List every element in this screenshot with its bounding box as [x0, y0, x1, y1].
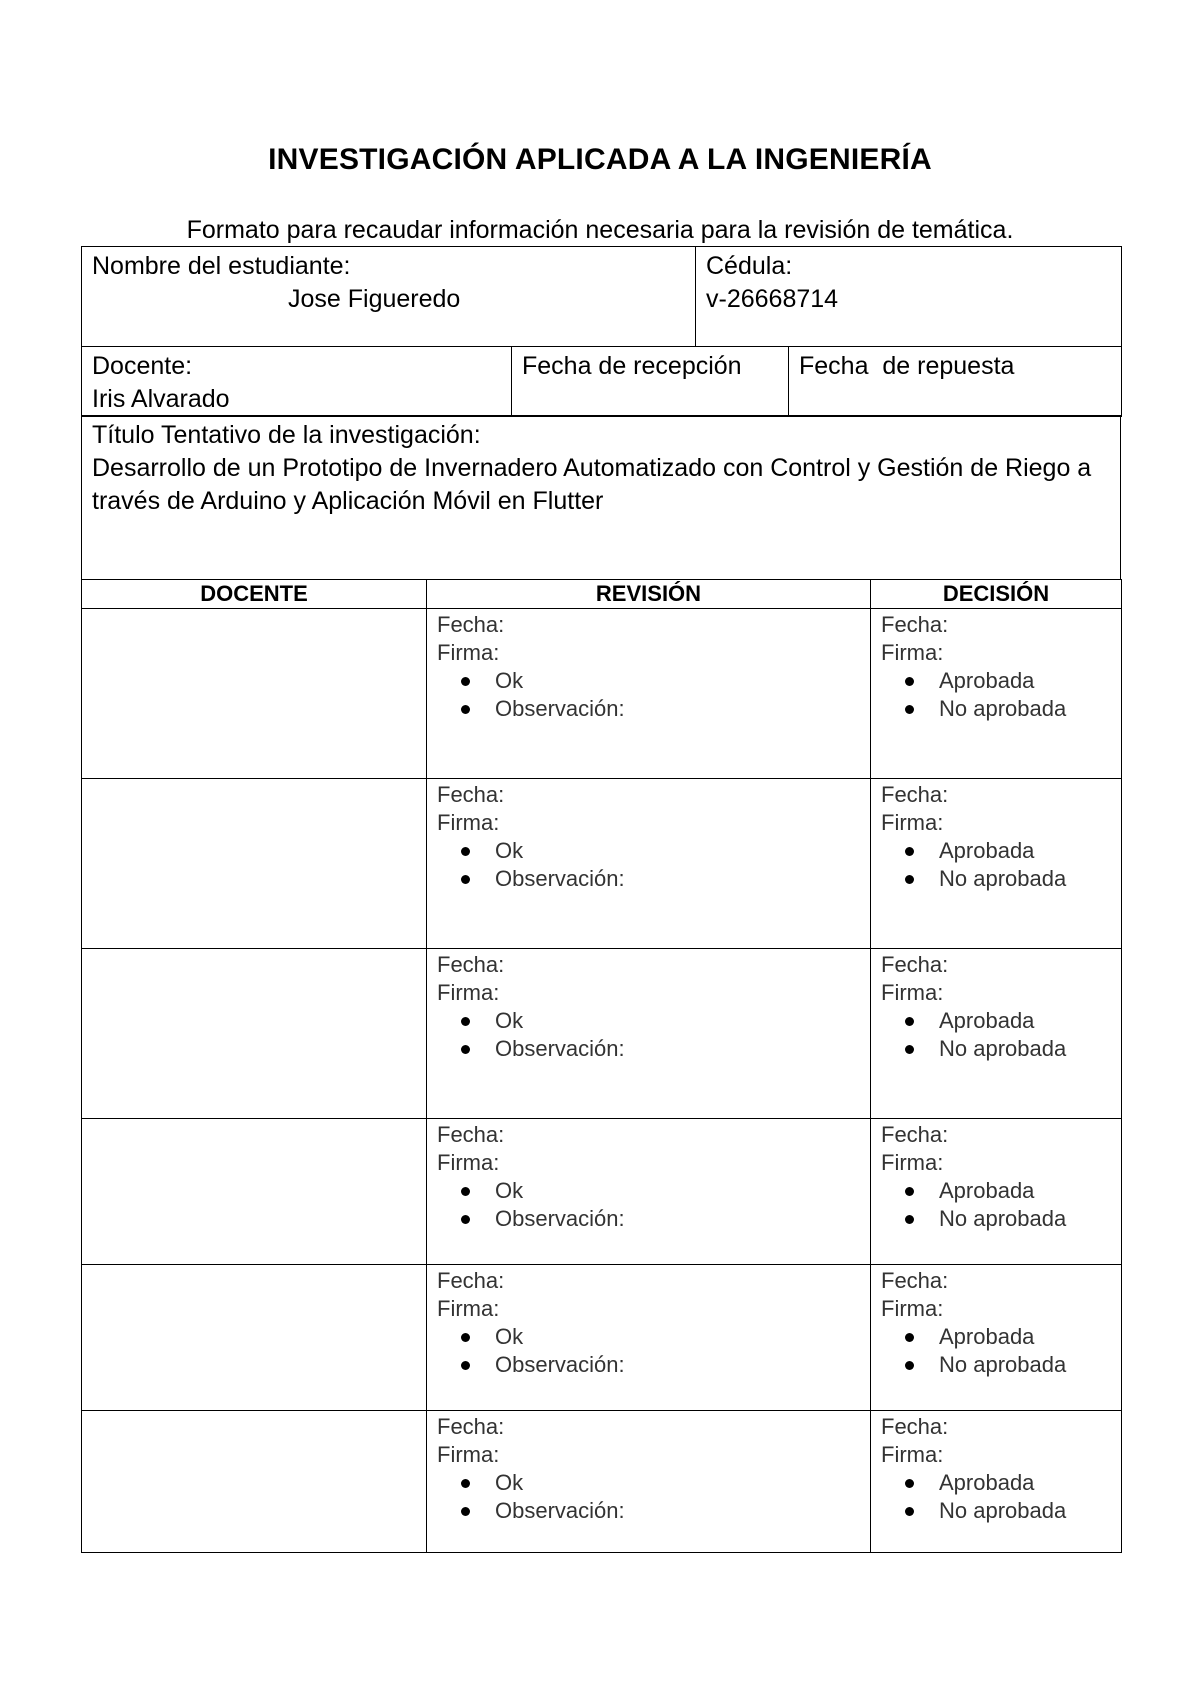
review-signature-label: Firma:	[437, 1149, 500, 1175]
review-table	[81, 579, 1122, 1553]
decision-option-approved: Aprobada	[939, 667, 1111, 695]
received-date-label: Fecha de recepción	[522, 351, 742, 380]
decision-cell	[871, 1118, 1122, 1264]
review-row	[82, 948, 1122, 1118]
review-options	[437, 1323, 860, 1379]
student-id-cell	[696, 247, 1122, 347]
decision-options	[881, 667, 1111, 723]
research-title-cell	[82, 416, 1121, 580]
decision-date-label: Fecha:	[881, 781, 949, 807]
column-header-docente: DOCENTE	[82, 579, 427, 608]
decision-option-approved: Aprobada	[939, 1469, 1111, 1497]
decision-date-label: Fecha:	[881, 1121, 949, 1147]
decision-date-label: Fecha:	[881, 951, 949, 977]
decision-option-not-approved: No aprobada	[939, 695, 1111, 723]
student-id-label: Cédula:	[706, 252, 793, 280]
review-cell	[427, 1118, 871, 1264]
decision-option-not-approved: No aprobada	[939, 865, 1111, 893]
research-title-value: Desarrollo de un Prototipo de Invernadero Automatizado con Control y Gestión de Riego a través de Arduino y Aplicación Móvil en Flutter	[92, 454, 1092, 515]
review-option-ok: Ok	[495, 837, 860, 865]
research-table	[81, 415, 1121, 580]
docente-signature-cell[interactable]	[82, 1264, 427, 1410]
review-cell	[427, 778, 871, 948]
decision-signature-label: Firma:	[881, 639, 944, 665]
docente-signature-cell[interactable]	[82, 1118, 427, 1264]
review-option-ok: Ok	[495, 1323, 860, 1351]
decision-option-not-approved: No aprobada	[939, 1351, 1111, 1379]
review-option-ok: Ok	[495, 1469, 860, 1497]
decision-date-label: Fecha:	[881, 1267, 949, 1293]
review-date-label: Fecha:	[437, 1267, 505, 1293]
document-title: INVESTIGACIÓN APLICADA A LA INGENIERÍA	[268, 143, 932, 176]
decision-cell	[871, 1410, 1122, 1552]
review-date-label: Fecha:	[437, 951, 505, 977]
decision-cell	[871, 608, 1122, 778]
review-options	[437, 667, 860, 723]
review-option-ok: Ok	[495, 667, 860, 695]
review-option-observation: Observación:	[495, 1497, 860, 1525]
review-options	[437, 1469, 860, 1525]
review-cell	[427, 1264, 871, 1410]
docente-signature-cell[interactable]	[82, 778, 427, 948]
decision-option-approved: Aprobada	[939, 1007, 1111, 1035]
review-cell	[427, 948, 871, 1118]
review-row	[82, 1410, 1122, 1552]
decision-option-not-approved: No aprobada	[939, 1497, 1111, 1525]
review-row	[82, 1264, 1122, 1410]
decision-date-label: Fecha:	[881, 611, 949, 637]
docente-label: Docente:	[92, 351, 193, 380]
review-option-ok: Ok	[495, 1177, 860, 1205]
decision-options	[881, 1323, 1111, 1379]
column-header-revision: REVISIÓN	[427, 579, 871, 608]
review-option-observation: Observación:	[495, 1205, 860, 1233]
student-name-value: Jose Figueredo	[288, 285, 461, 313]
review-options	[437, 1177, 860, 1233]
student-name-label: Nombre del estudiante:	[92, 252, 351, 280]
docente-signature-cell[interactable]	[82, 1410, 427, 1552]
response-date-cell	[789, 346, 1122, 416]
review-option-observation: Observación:	[495, 1035, 860, 1063]
review-date-label: Fecha:	[437, 1121, 505, 1147]
decision-options	[881, 1469, 1111, 1525]
review-row	[82, 608, 1122, 778]
docente-value: Iris Alvarado	[92, 384, 230, 413]
review-option-observation: Observación:	[495, 695, 860, 723]
document-subtitle: Formato para recaudar información necesaria para la revisión de temática.	[186, 216, 1014, 244]
decision-option-not-approved: No aprobada	[939, 1035, 1111, 1063]
review-row	[82, 778, 1122, 948]
docente-signature-cell[interactable]	[82, 948, 427, 1118]
review-cell	[427, 1410, 871, 1552]
review-signature-label: Firma:	[437, 639, 500, 665]
decision-signature-label: Firma:	[881, 979, 944, 1005]
decision-cell	[871, 778, 1122, 948]
decision-signature-label: Firma:	[881, 809, 944, 835]
review-signature-label: Firma:	[437, 1441, 500, 1467]
decision-option-approved: Aprobada	[939, 1323, 1111, 1351]
student-name-cell	[82, 247, 696, 347]
decision-cell	[871, 948, 1122, 1118]
review-option-observation: Observación:	[495, 1351, 860, 1379]
decision-options	[881, 1007, 1111, 1063]
research-title-label: Título Tentativo de la investigación:	[92, 421, 481, 449]
column-header-decision: DECISIÓN	[871, 579, 1122, 608]
docente-cell	[82, 346, 512, 416]
teacher-table	[81, 346, 1122, 417]
review-signature-label: Firma:	[437, 1295, 500, 1321]
decision-signature-label: Firma:	[881, 1295, 944, 1321]
review-row	[82, 1118, 1122, 1264]
received-date-cell	[512, 346, 789, 416]
docente-signature-cell[interactable]	[82, 608, 427, 778]
response-date-label: Fecha de repuesta	[799, 351, 1015, 380]
decision-options	[881, 837, 1111, 893]
decision-option-approved: Aprobada	[939, 1177, 1111, 1205]
decision-cell	[871, 1264, 1122, 1410]
decision-signature-label: Firma:	[881, 1441, 944, 1467]
decision-signature-label: Firma:	[881, 1149, 944, 1175]
student-table	[81, 246, 1122, 347]
review-cell	[427, 608, 871, 778]
review-date-label: Fecha:	[437, 611, 505, 637]
review-signature-label: Firma:	[437, 979, 500, 1005]
review-options	[437, 837, 860, 893]
review-date-label: Fecha:	[437, 1413, 505, 1439]
review-signature-label: Firma:	[437, 809, 500, 835]
student-id-value: v-26668714	[706, 285, 839, 313]
decision-option-approved: Aprobada	[939, 837, 1111, 865]
decision-option-not-approved: No aprobada	[939, 1205, 1111, 1233]
review-date-label: Fecha:	[437, 781, 505, 807]
info-form	[81, 246, 1121, 1553]
decision-options	[881, 1177, 1111, 1233]
decision-date-label: Fecha:	[881, 1413, 949, 1439]
review-option-ok: Ok	[495, 1007, 860, 1035]
review-options	[437, 1007, 860, 1063]
review-option-observation: Observación:	[495, 865, 860, 893]
